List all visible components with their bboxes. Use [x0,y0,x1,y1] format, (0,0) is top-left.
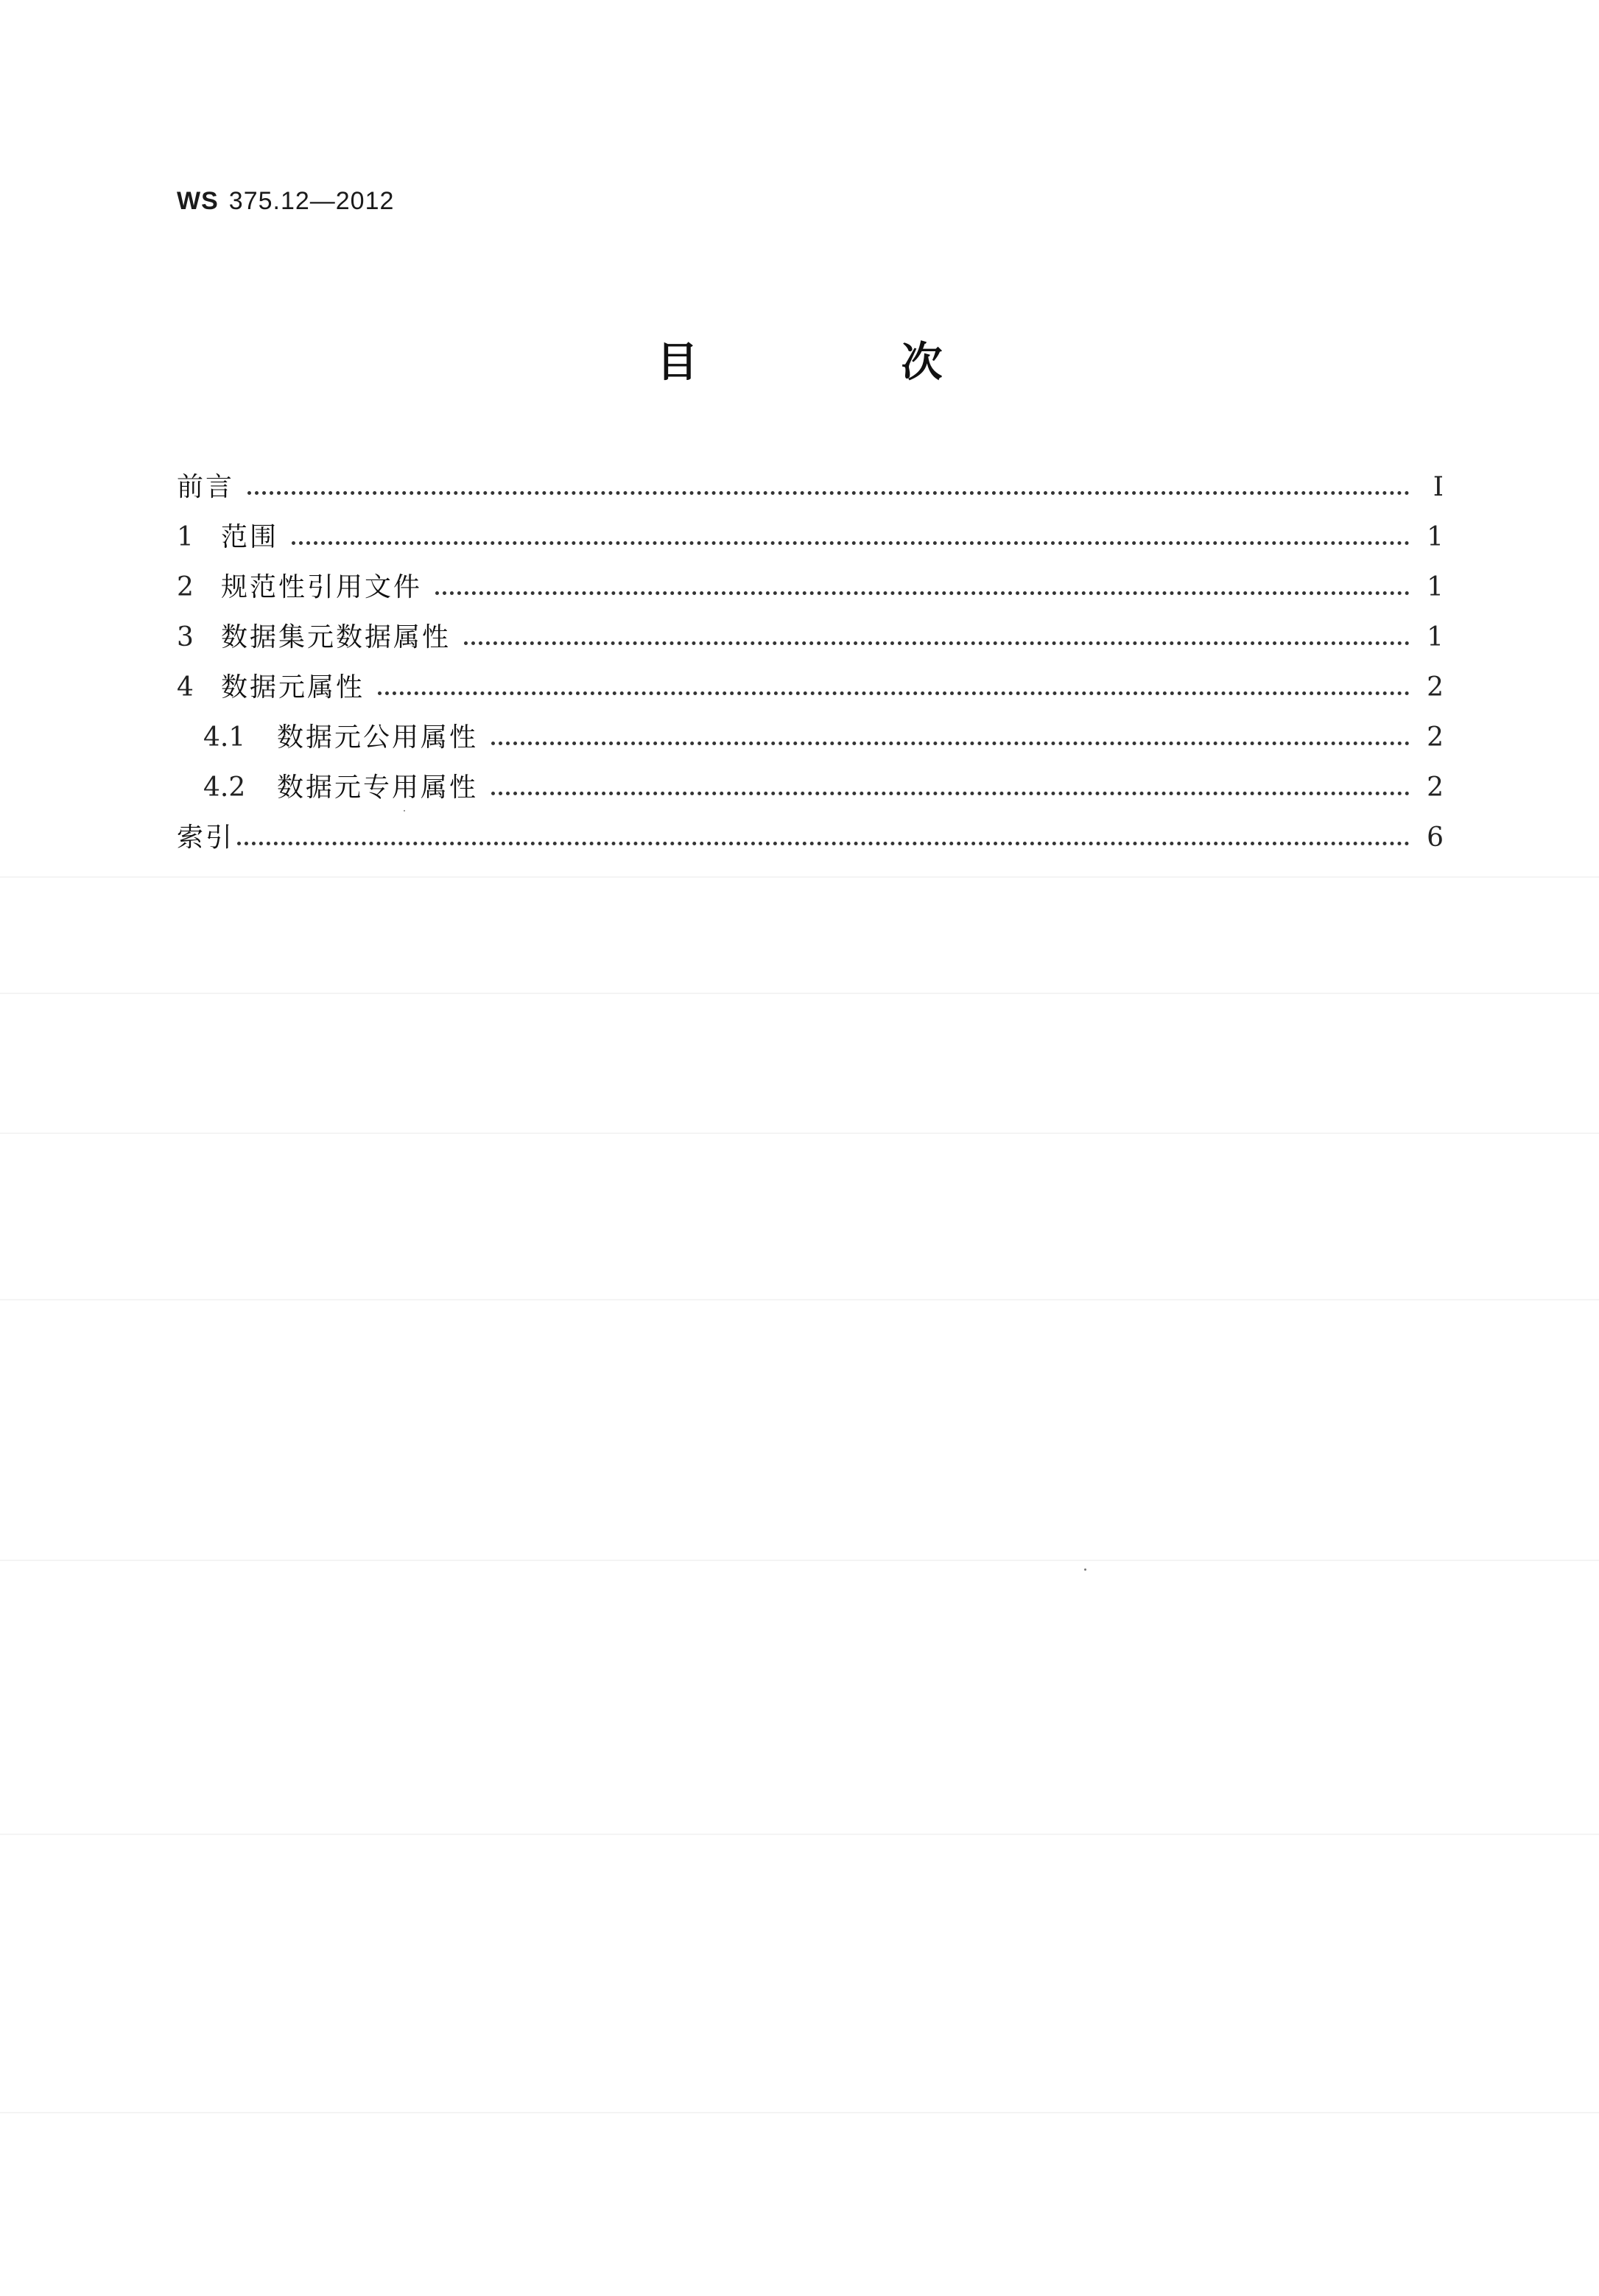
toc-entry-number: 2 [177,572,194,602]
dot-leader [491,725,1414,751]
toc-entry-number: 4.1 [203,722,246,753]
scan-artifact-line [0,993,1599,994]
scan-artifact-line [0,2112,1599,2113]
toc-entry-page: Ⅰ [1433,472,1444,502]
dot-leader [247,474,1414,501]
toc-entry-title: 前言 [177,472,235,502]
toc-entry-scope[interactable] [177,513,1444,563]
toc-entry-title: 索引 [177,823,235,853]
toc-entry-title: 数据集元数据属性 [221,622,451,652]
toc-entry-data-element-attributes[interactable] [177,663,1444,713]
scan-artifact-line [0,1560,1599,1561]
toc-entry-title: 数据元属性 [221,672,365,702]
dot-leader [435,574,1414,601]
toc-entry-title: 规范性引用文件 [221,572,423,602]
table-of-contents [177,462,1444,863]
toc-entry-foreword[interactable] [177,462,1444,513]
scan-speck [404,810,405,811]
toc-entry-number: 3 [177,622,194,652]
toc-entry-number: 1 [177,522,194,552]
document-standard-id [177,187,394,216]
toc-entry-page: 2 [1427,672,1444,702]
toc-entry-page: 6 [1427,823,1444,853]
toc-heading: 目 次 [656,339,1024,387]
toc-entry-page: 1 [1427,522,1444,552]
toc-entry-common-attributes[interactable] [177,713,1444,763]
scan-artifact-line [0,1834,1599,1835]
dot-leader [237,825,1414,851]
dot-leader [292,524,1414,551]
dot-leader [378,675,1414,701]
scan-artifact-line [0,876,1599,878]
standard-number: 375.12—2012 [228,187,395,215]
toc-entry-dataset-metadata[interactable] [177,613,1444,663]
scan-artifact-line [0,1133,1599,1134]
scan-speck [1084,1568,1086,1571]
dot-leader [491,775,1414,801]
toc-entry-specific-attributes[interactable] [177,763,1444,813]
dot-leader [464,624,1414,651]
toc-entry-page: 1 [1427,572,1444,602]
toc-entry-page: 1 [1427,622,1444,652]
toc-entry-title: 数据元公用属性 [277,722,479,753]
toc-entry-index[interactable] [177,813,1444,863]
toc-entry-title: 范围 [221,522,279,552]
scan-artifact-line [0,1299,1599,1300]
toc-entry-number: 4.2 [203,772,246,803]
toc-entry-page: 2 [1427,722,1444,753]
toc-entry-page: 2 [1427,772,1444,803]
toc-entry-number: 4 [177,672,194,702]
toc-entry-title: 数据元专用属性 [277,772,479,803]
standard-code: WS [177,187,219,215]
toc-entry-normative-references[interactable] [177,563,1444,613]
